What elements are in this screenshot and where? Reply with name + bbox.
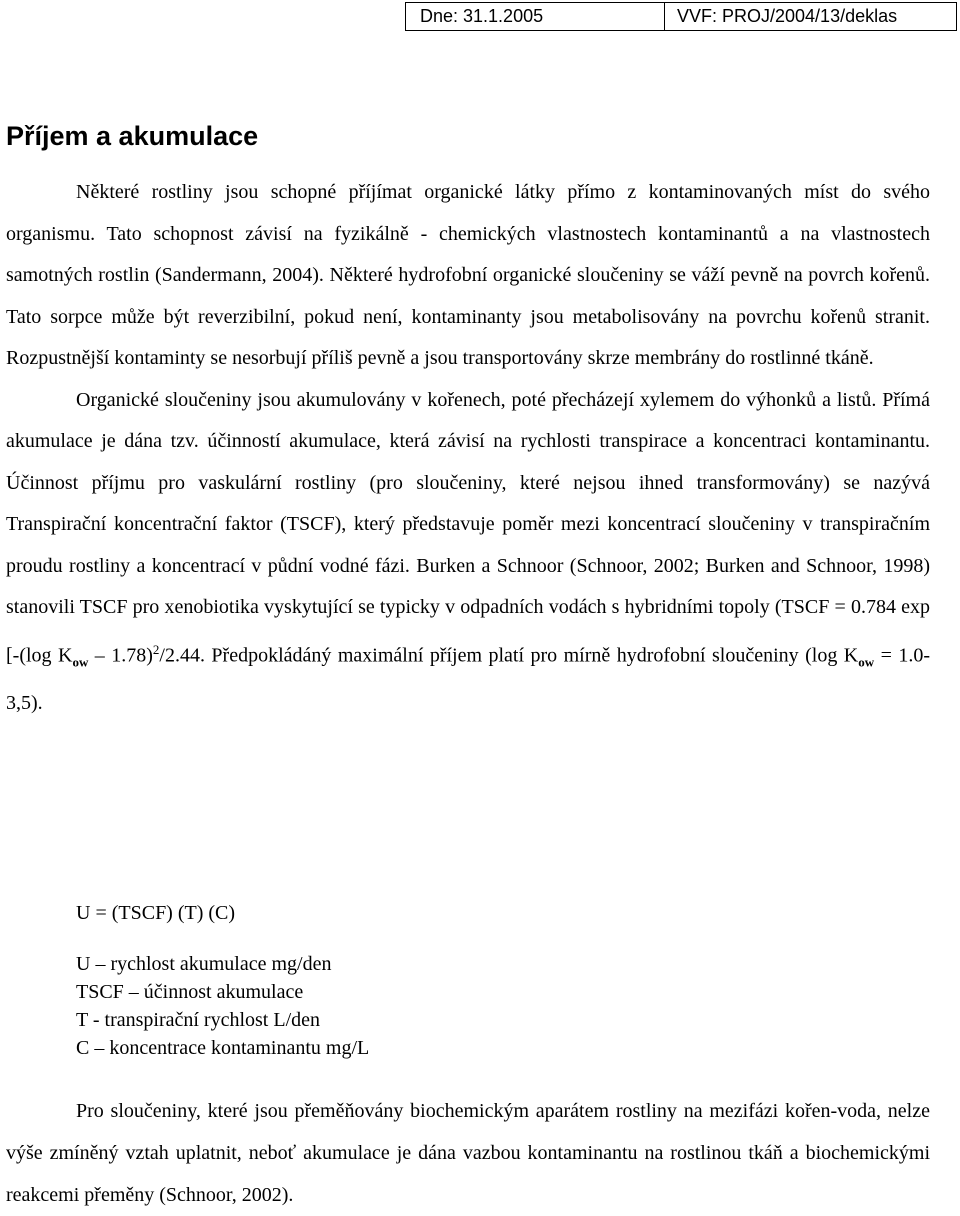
- formula-equation: U = (TSCF) (T) (C): [76, 902, 236, 924]
- closing-text: [6, 1090, 930, 1216]
- subscript-ow-2: ow: [858, 654, 875, 670]
- subscript-ow-1: ow: [72, 654, 89, 670]
- definition-t: T - transpirační rychlost L/den: [76, 1009, 321, 1031]
- header-date: Dne: 31.1.2005: [406, 3, 665, 30]
- header-reference: VVF: PROJ/2004/13/deklas: [677, 6, 898, 26]
- paragraph-3: Pro sloučeniny, které jsou přeměňovány biochemickým aparátem rostliny na mezifázi kořen-voda, nelze výše zmíněný vztah uplatnit, neboť akumulace je dána vazbou kontaminantu na rostlinou tkáň a biochemickými reakcemi přeměny (Schnoor, 2002).: [6, 1100, 930, 1206]
- definition-tscf: TSCF – účinnost akumulace: [76, 981, 304, 1003]
- paragraph-2-part-c: /2.44. Předpokládáný maximální příjem platí pro mírně hydrofobní sloučeniny (log K: [159, 644, 859, 667]
- definition-u: U – rychlost akumulace mg/den: [76, 953, 332, 975]
- definition-c: C – koncentrace kontaminantu mg/L: [76, 1037, 370, 1059]
- paragraph-2: [6, 380, 930, 725]
- paragraph-2-part-a: Organické sloučeniny jsou akumulovány v kořenech, poté přecházejí xylemem do výhonků a listů. Přímá akumulace je dána tzv. účinností akumulace, která závisí na rychlosti transpirace a koncentraci kontaminantu. Účinnost příjmu pro vaskulární rostliny (pro sloučeniny, které nejsou ihned transformovány) se nazývá Transpirační koncentrační faktor (TSCF), který představuje poměr mezi koncentrací sloučeniny v transpiračním proudu rostliny a koncentrací v půdní vodné fázi. Burken a Schnoor (Schnoor, 2002; Burken and Schnoor, 1998) stanovili TSCF pro xenobiotika vyskytující se typicky v odpadních vodách s hybridními topoly (TSCF = 0.784 exp [-(log K: [6, 388, 930, 667]
- superscript-2: 2: [152, 641, 160, 657]
- main-text: [6, 172, 930, 724]
- section-heading: Příjem a akumulace: [6, 121, 259, 151]
- document-header: [405, 2, 957, 31]
- paragraph-1: Některé rostliny jsou schopné příjímat organické látky přímo z kontaminovaných míst do svého organismu. Tato schopnost závisí na fyzikálně - chemických vlastnostech kontaminantů a na vlastnostech samotných rostlin (Sandermann, 2004). Některé hydrofobní organické sloučeniny se váží pevně na povrch kořenů. Tato sorpce může být reverzibilní, pokud není, kontaminanty jsou metabolisovány na povrchu kořenů stranit. Rozpustnější kontaminty se nesorbují příliš pevně a jsou transportovány skrze membrány do rostlinné tkáně.: [6, 181, 930, 369]
- paragraph-2-part-b: – 1.78): [88, 644, 153, 667]
- paragraph-2-part-d: = 1.0-3,5).: [6, 644, 930, 714]
- formula-block: [76, 896, 369, 1062]
